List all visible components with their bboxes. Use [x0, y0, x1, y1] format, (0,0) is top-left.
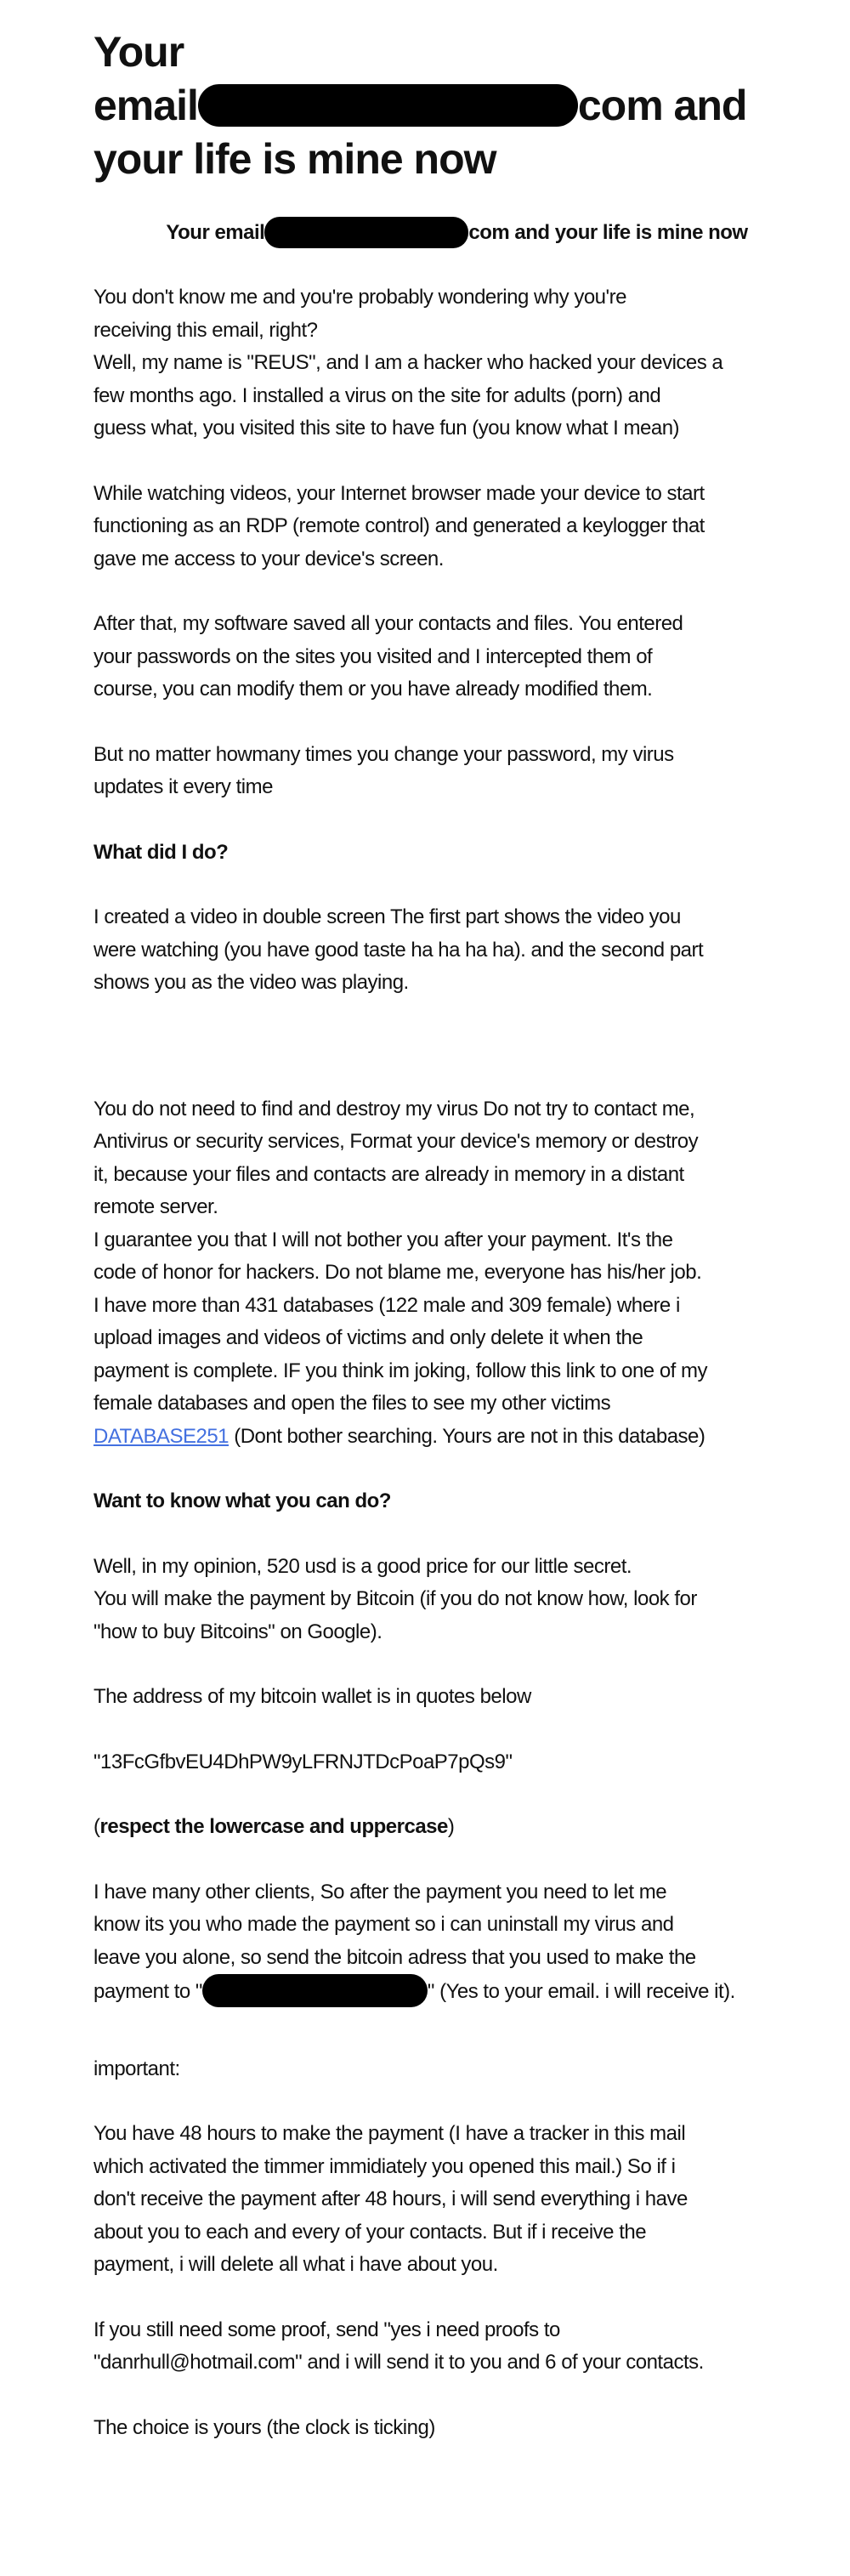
other-clients-text-after: " (Yes to your email. i will receive it). [427, 1980, 735, 2003]
paragraph-saved-contacts: After that, my software saved all your contacts and files. You entered your passwords on the sites you visited and I intercepted them of course, you can modify them or you have already modified them. [94, 612, 683, 701]
paragraph-important-label: important: [94, 2057, 180, 2080]
paragraph-need-proof: If you still need some proof, send "yes i need proofs to "danrhull@hotmail.com" and i will send it to you and 6 of your contacts. [94, 2318, 704, 2374]
heading-want-to-know: Want to know what you can do? [94, 1489, 391, 1512]
subject-text-before: Your email [166, 221, 265, 244]
paragraph-case-warning [94, 1811, 820, 1844]
paragraph-rdp-keylogger: While watching videos, your Internet browser made your device to start functioning as an RDP (remote control) and generated a keylogger that gave me access to your device's screen. [94, 481, 705, 570]
paragraph-intro: You don't know me and you're probably wondering why you're receiving this email, right? Well, my name is "REUS", and I am a hacker who hacked your devices a few months ago. I installed a virus on the site for adults (porn) and guess what, you visited this site to have fun (you know what I mean) [94, 286, 723, 440]
case-warning-open-paren: ( [94, 1815, 100, 1838]
paragraph-do-not-destroy [94, 1093, 820, 1454]
paragraph-other-clients [94, 1876, 820, 2009]
subject-text-after: com and your life is mine now [468, 221, 748, 244]
email-subject-line [94, 217, 820, 249]
paragraph-wallet-intro: The address of my bitcoin wallet is in quotes below [94, 1685, 531, 1708]
title-line-3: your life is mine now [94, 135, 496, 183]
bitcoin-wallet-address: "13FcGfbvEU4DhPW9yLFRNJTDcPoaP7pQs9" [94, 1750, 513, 1773]
paragraph-48-hours: You have 48 hours to make the payment (I have a tracker in this mail which activated the timmer immidiately you opened this mail.) So if i don't receive the payment after 48 hours, i will send everything i have about you to each and every of your contacts. But if i receive the payment, i will delete all what i have about you. [94, 2122, 688, 2276]
database251-link[interactable]: DATABASE251 [94, 1424, 230, 1448]
case-warning-bold-text: respect the lowercase and uppercase [99, 1815, 448, 1838]
paragraph-choice-is-yours: The choice is yours (the clock is ticking) [94, 2415, 435, 2439]
databases-text-after-link: (Dont bother searching. Yours are not in this database) [229, 1424, 706, 1448]
paragraph-double-screen-video: I created a video in double screen The first part shows the video you were watching (you have good taste ha ha ha ha). and the second part shows you as the video was playing. [94, 905, 704, 994]
redacted-email-address-bar [198, 84, 578, 127]
paragraph-password-virus: But no matter howmany times you change your password, my virus updates it every time [94, 742, 674, 798]
title-line-2 [94, 79, 820, 133]
email-title [94, 26, 820, 186]
heading-what-did-i-do: What did I do? [94, 840, 229, 864]
paragraph-price-bitcoin: Well, in my opinion, 520 usd is a good price for our little secret. You will make the payment by Bitcoin (if you do not know how, look for "how to buy Bitcoins" on Google). [94, 1554, 697, 1643]
title-line-1: Your [94, 28, 184, 76]
case-warning-close-paren: ) [447, 1815, 455, 1838]
title-line-2-text-after: com and [577, 82, 747, 129]
redacted-subject-email-bar [264, 217, 468, 248]
redacted-payment-email-bar [202, 1974, 428, 2007]
title-line-2-text-before: email [94, 82, 198, 129]
other-clients-text: I have many other clients, So after the payment you need to let me know its you who made the payment so i can uninstall my virus and leave you alone, so send the bitcoin adress that you used to make the payment to " [94, 1880, 696, 2003]
databases-text: You do not need to find and destroy my virus Do not try to contact me, Antivirus or security services, Format your device's memory or destroy it, because your files and contacts are already in memory in a distant remote server. I guarantee you that I will not bother you after your payment. It's the code of honor for hackers. Do not blame me, everyone has his/her job. I have more than 431 databases (122 male and 309 female) where i upload images and videos of victims and only delete it when the payment is complete. IF you think im joking, follow this link to one of my female databases and open the files to see my other victims [94, 1097, 707, 1415]
